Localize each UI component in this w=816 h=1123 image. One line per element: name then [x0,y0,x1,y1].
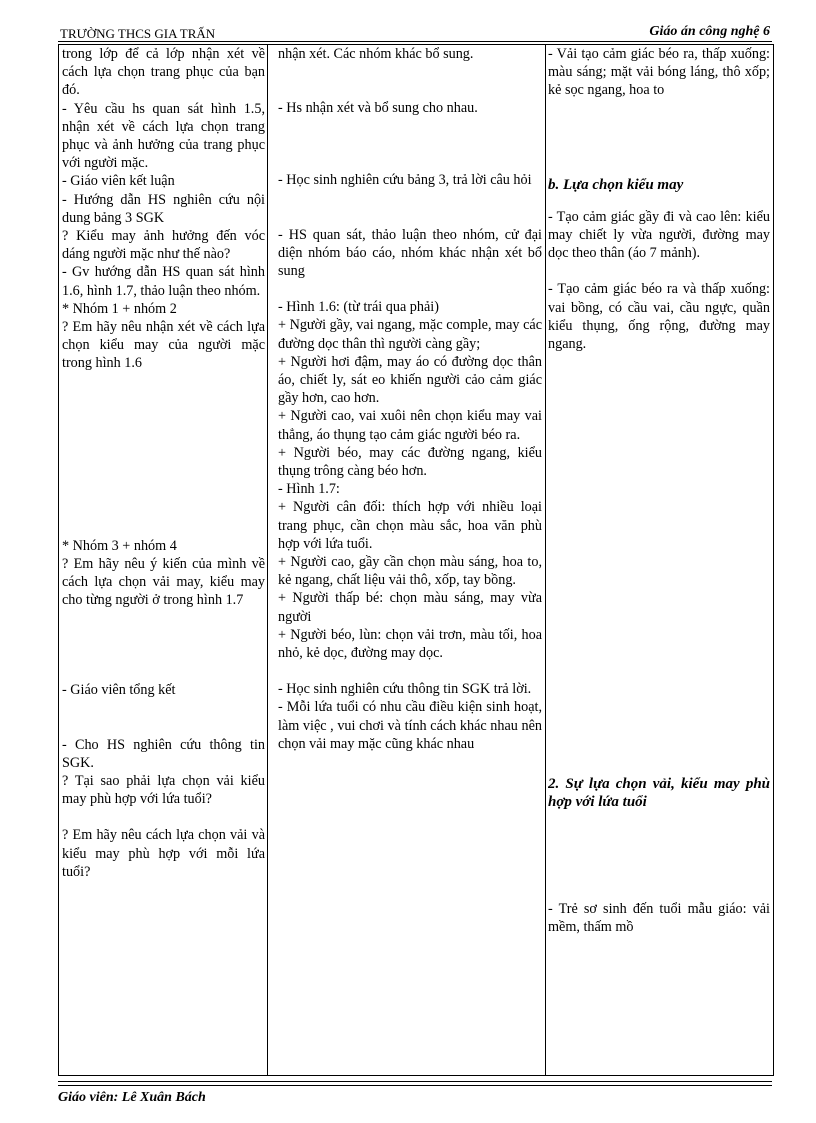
column-divider [545,45,546,1075]
paragraph: - Hình 1.6: (từ trái qua phải) [278,299,439,316]
paragraph: - Cho HS nghiên cứu thông tin SGK. [62,736,265,771]
paragraph: - HS quan sát, thảo luận theo nhóm, cử đại diện nhóm báo cáo, nhóm khác nhận xét bổ sung [278,226,542,280]
subject-title: Giáo án công nghệ 6 [649,24,770,39]
paragraph: - Hình 1.7: [278,481,340,498]
teacher-name: Giáo viên: Lê Xuân Bách [58,1090,206,1105]
paragraph: ? Em hãy nêu cách lựa chọn vải và kiểu may phù hợp với mỗi lứa tuổi? [62,827,265,880]
content-column [548,45,770,1075]
paragraph: - Giáo viên kết luận [62,173,175,190]
footer-rule [58,1081,772,1082]
column-divider [267,45,268,1075]
teacher-activity-column [62,45,265,1075]
paragraph: * Nhóm 1 + nhóm 2 [62,300,177,317]
paragraph: + Người thấp bé: chọn màu sáng, may vừa người [278,590,542,625]
paragraph: - Tạo cảm giác gầy đi và cao lên: kiểu may chiết ly vừa người, đường may dọc theo thân (áo 7 mảnh). [548,208,770,262]
paragraph: + Người béo, may các đường ngang, kiểu thụng trông càng béo hơn. [278,444,542,480]
paragraph: - Hs nhận xét và bổ sung cho nhau. [278,100,478,117]
footer-rule [58,1085,772,1086]
paragraph: + Người cao, gầy cần chọn màu sáng, hoa to, kẻ ngang, chất liệu vải thô, xốp, tay bồng. [278,554,542,589]
paragraph: - Yêu cầu hs quan sát hình 1.5, nhận xét về cách lựa chọn trang phục và ảnh hưởng của trang phục với người mặc. [62,100,265,172]
paragraph: - Trẻ sơ sinh đến tuổi mẫu giáo: vải mềm, thấm mồ [548,900,770,935]
paragraph: trong lớp để cả lớp nhận xét về cách lựa chọn trang phục của bạn đó. [62,46,265,99]
paragraph: + Người gầy, vai ngang, mặc comple, may các đường dọc thân thì người càng gầy; [278,317,542,352]
paragraph: - Vải tạo cảm giác béo ra, thấp xuống: màu sáng; mặt vải bóng láng, thô xốp; kẻ sọc ngang, hoa to [548,46,770,99]
paragraph: - Tạo cảm giác béo ra và thấp xuống: vai bồng, có cầu vai, cầu ngực, quần kiểu thụng, ống rộng, đường may ngang. [548,281,770,353]
lesson-table [58,44,774,1076]
paragraph: - Mỗi lứa tuổi có nhu cầu điều kiện sinh hoạt, làm việc , vui chơi và tính cách khác nhau nên chọn vải may mặc cũng khác nhau [278,699,542,752]
paragraph: - Gv hướng dẫn HS quan sát hình 1.6, hình 1.7, thảo luận theo nhóm. [62,264,265,299]
paragraph: - Giáo viên tổng kết [62,682,176,699]
paragraph: * Nhóm 3 + nhóm 4 [62,537,177,554]
paragraph: ? Em hãy nêu nhận xét về cách lựa chọn kiểu may của người mặc trong hình 1.6 [62,319,265,372]
paragraph: - Hướng dẫn HS nghiên cứu nội dung bảng 3 SGK [62,191,265,226]
paragraph: nhận xét. Các nhóm khác bổ sung. [278,46,474,62]
paragraph: + Người cao, vai xuôi nên chọn kiểu may vai thẳng, áo thụng tạo cảm giác người béo ra. [278,408,542,443]
paragraph: + Người hơi đậm, may áo có đường dọc thân áo, chiết ly, sát eo khiến người cảo cảm giác gầy hơn, cao hơn. [278,353,542,407]
paragraph: - Học sinh nghiên cứu bảng 3, trả lời câu hỏi [278,172,532,189]
section-heading: 2. Sự lựa chọn vải, kiểu may phù hợp với lứa tuổi [548,776,770,811]
paragraph: + Người béo, lùn: chọn vải trơn, màu tối, hoa nhỏ, kẻ dọc, đường may dọc. [278,626,542,662]
header-rule [58,41,772,42]
paragraph: ? Em hãy nêu ý kiến của mình về cách lựa chọn vải may, kiểu may cho từng người ở trong hình 1.7 [62,555,265,609]
paragraph: ? Tại sao phải lựa chọn vải kiểu may phù hợp với lứa tuổi? [62,773,265,808]
school-name: TRƯỜNG THCS GIA TRẤN [60,26,216,41]
paragraph: ? Kiểu may ảnh hưởng đến vóc dáng người mặc như thế nào? [62,228,265,263]
paragraph: + Người cân đối: thích hợp với nhiều loại trang phục, cần chọn màu sắc, hoa văn phù hợp với lứa tuổi. [278,499,542,552]
paragraph: - Học sinh nghiên cứu thông tin SGK trả lời. [278,681,532,698]
student-activity-column [278,45,542,1075]
section-heading: b. Lựa chọn kiểu may [548,176,684,193]
